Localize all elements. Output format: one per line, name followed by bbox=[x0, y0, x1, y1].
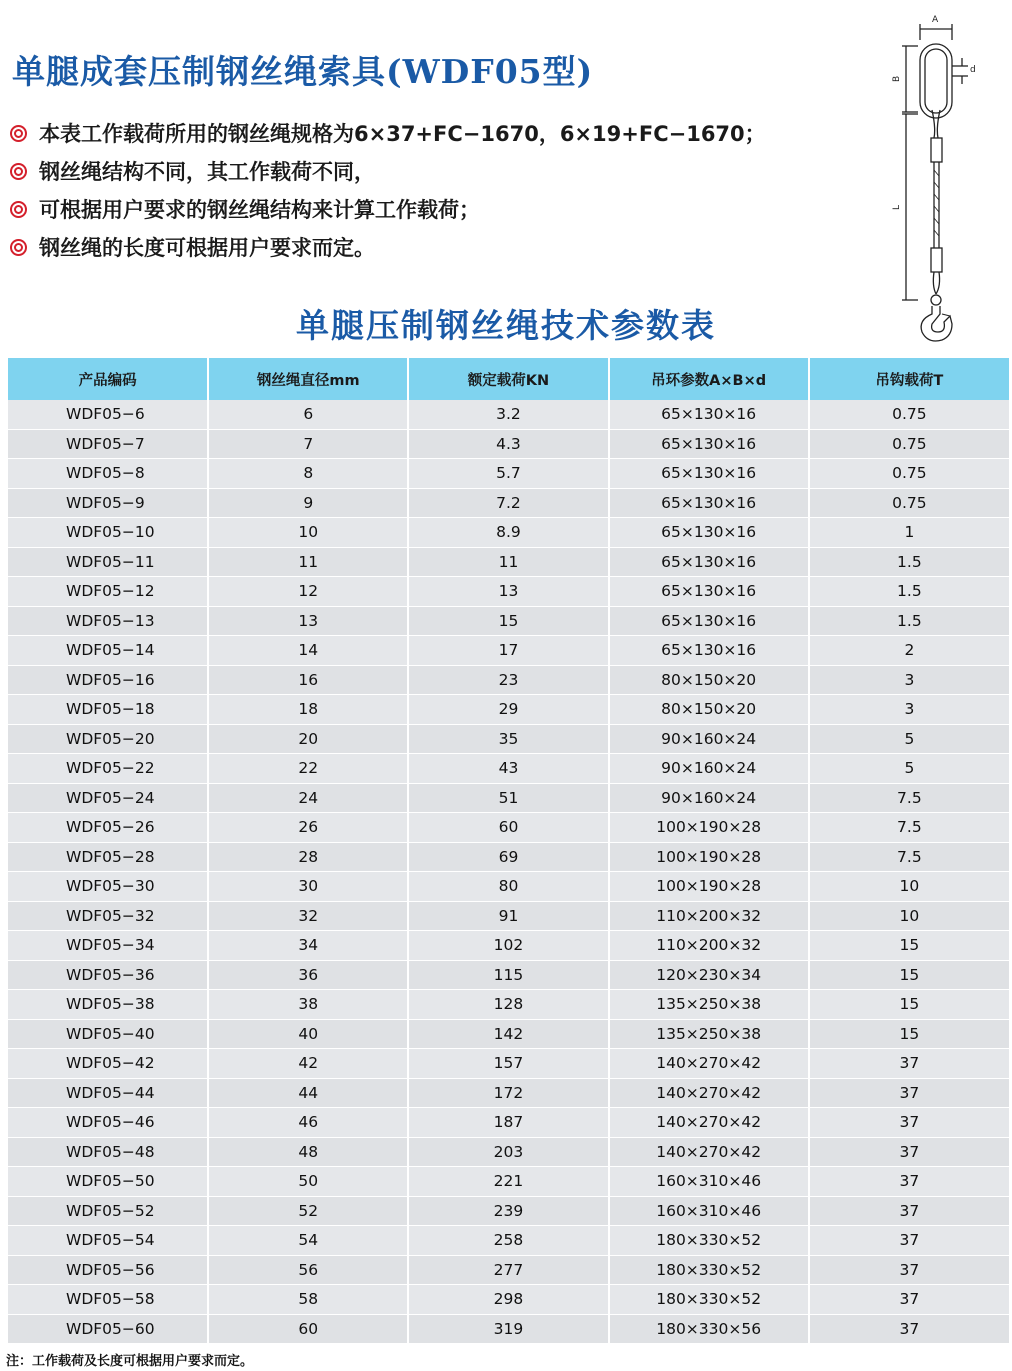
cell-rated-load: 7.2 bbox=[408, 488, 608, 518]
cell-product-code: WDF05−38 bbox=[8, 990, 208, 1020]
cell-product-code: WDF05−28 bbox=[8, 842, 208, 872]
cell-rated-load: 80 bbox=[408, 872, 608, 902]
cell-rated-load: 319 bbox=[408, 1314, 608, 1344]
page-title: 单腿成套压制钢丝绳索具(WDF05型) bbox=[12, 52, 594, 91]
cell-rope-diameter: 54 bbox=[208, 1226, 408, 1256]
cell-hook-load: 1.5 bbox=[809, 606, 1009, 636]
cell-rope-diameter: 48 bbox=[208, 1137, 408, 1167]
cell-hook-load: 37 bbox=[809, 1137, 1009, 1167]
note-item bbox=[8, 190, 766, 228]
cell-ring-params: 65×130×16 bbox=[609, 606, 809, 636]
table-row bbox=[8, 960, 1009, 990]
cell-hook-load: 37 bbox=[809, 1196, 1009, 1226]
cell-product-code: WDF05−36 bbox=[8, 960, 208, 990]
cell-product-code: WDF05−40 bbox=[8, 1019, 208, 1049]
cell-rope-diameter: 12 bbox=[208, 577, 408, 607]
cell-product-code: WDF05−13 bbox=[8, 606, 208, 636]
cell-rated-load: 187 bbox=[408, 1108, 608, 1138]
cell-hook-load: 37 bbox=[809, 1049, 1009, 1079]
cell-ring-params: 100×190×28 bbox=[609, 813, 809, 843]
table-row bbox=[8, 1108, 1009, 1138]
cell-ring-params: 140×270×42 bbox=[609, 1108, 809, 1138]
cell-hook-load: 15 bbox=[809, 931, 1009, 961]
table-row bbox=[8, 901, 1009, 931]
table-row bbox=[8, 636, 1009, 666]
cell-rope-diameter: 11 bbox=[208, 547, 408, 577]
ferrule-bottom bbox=[931, 248, 942, 272]
dimension-label-a: A bbox=[932, 15, 939, 25]
table-row bbox=[8, 577, 1009, 607]
cell-hook-load: 5 bbox=[809, 724, 1009, 754]
cell-product-code: WDF05−12 bbox=[8, 577, 208, 607]
cell-rated-load: 221 bbox=[408, 1167, 608, 1197]
cell-rope-diameter: 28 bbox=[208, 842, 408, 872]
cell-rated-load: 17 bbox=[408, 636, 608, 666]
cell-ring-params: 180×330×52 bbox=[609, 1226, 809, 1256]
cell-rated-load: 60 bbox=[408, 813, 608, 843]
table-row bbox=[8, 872, 1009, 902]
cell-ring-params: 100×190×28 bbox=[609, 842, 809, 872]
cell-ring-params: 120×230×34 bbox=[609, 960, 809, 990]
cell-rope-diameter: 56 bbox=[208, 1255, 408, 1285]
cell-product-code: WDF05−48 bbox=[8, 1137, 208, 1167]
cell-hook-load: 15 bbox=[809, 990, 1009, 1020]
cell-product-code: WDF05−56 bbox=[8, 1255, 208, 1285]
cell-rated-load: 8.9 bbox=[408, 518, 608, 548]
cell-hook-load: 15 bbox=[809, 960, 1009, 990]
cell-rope-diameter: 32 bbox=[208, 901, 408, 931]
cell-rope-diameter: 8 bbox=[208, 459, 408, 489]
cell-rope-diameter: 58 bbox=[208, 1285, 408, 1315]
table-row bbox=[8, 665, 1009, 695]
cell-rope-diameter: 30 bbox=[208, 872, 408, 902]
cell-hook-load: 37 bbox=[809, 1167, 1009, 1197]
cell-product-code: WDF05−20 bbox=[8, 724, 208, 754]
table-row bbox=[8, 813, 1009, 843]
cell-product-code: WDF05−18 bbox=[8, 695, 208, 725]
cell-product-code: WDF05−6 bbox=[8, 400, 208, 429]
cell-rated-load: 35 bbox=[408, 724, 608, 754]
cell-hook-load: 0.75 bbox=[809, 459, 1009, 489]
table-row bbox=[8, 1314, 1009, 1344]
table-row bbox=[8, 1196, 1009, 1226]
cell-ring-params: 65×130×16 bbox=[609, 518, 809, 548]
header-hook-load: 吊钩载荷T bbox=[809, 358, 1009, 400]
table-row bbox=[8, 783, 1009, 813]
cell-rated-load: 69 bbox=[408, 842, 608, 872]
cell-ring-params: 180×330×56 bbox=[609, 1314, 809, 1344]
cell-ring-params: 90×160×24 bbox=[609, 724, 809, 754]
cell-rated-load: 258 bbox=[408, 1226, 608, 1256]
cell-ring-params: 180×330×52 bbox=[609, 1285, 809, 1315]
cell-ring-params: 140×270×42 bbox=[609, 1049, 809, 1079]
cell-hook-load: 1.5 bbox=[809, 547, 1009, 577]
cell-hook-load: 37 bbox=[809, 1078, 1009, 1108]
table-row bbox=[8, 1137, 1009, 1167]
cell-ring-params: 160×310×46 bbox=[609, 1167, 809, 1197]
cell-hook-load: 7.5 bbox=[809, 783, 1009, 813]
cell-rope-diameter: 46 bbox=[208, 1108, 408, 1138]
cell-hook-load: 5 bbox=[809, 754, 1009, 784]
cell-product-code: WDF05−42 bbox=[8, 1049, 208, 1079]
cell-hook-load: 0.75 bbox=[809, 429, 1009, 459]
ferrule-top bbox=[931, 138, 942, 162]
cell-product-code: WDF05−24 bbox=[8, 783, 208, 813]
cell-hook-load: 37 bbox=[809, 1314, 1009, 1344]
cell-ring-params: 65×130×16 bbox=[609, 429, 809, 459]
cell-rated-load: 15 bbox=[408, 606, 608, 636]
cell-ring-params: 65×130×16 bbox=[609, 488, 809, 518]
table-row bbox=[8, 1167, 1009, 1197]
cell-rope-diameter: 52 bbox=[208, 1196, 408, 1226]
cell-rope-diameter: 7 bbox=[208, 429, 408, 459]
note-text: 可根据用户要求的钢丝绳结构来计算工作载荷； bbox=[39, 198, 480, 222]
cell-rope-diameter: 34 bbox=[208, 931, 408, 961]
cell-ring-params: 180×330×52 bbox=[609, 1255, 809, 1285]
note-item bbox=[8, 152, 766, 190]
cell-hook-load: 3 bbox=[809, 665, 1009, 695]
footnote: 注：工作载荷及长度可根据用户要求而定。 bbox=[6, 1354, 254, 1369]
cell-hook-load: 1 bbox=[809, 518, 1009, 548]
cell-product-code: WDF05−32 bbox=[8, 901, 208, 931]
table-row bbox=[8, 547, 1009, 577]
table-header-row bbox=[8, 358, 1009, 400]
table-row bbox=[8, 724, 1009, 754]
cell-product-code: WDF05−50 bbox=[8, 1167, 208, 1197]
note-item bbox=[8, 228, 766, 266]
cell-product-code: WDF05−7 bbox=[8, 429, 208, 459]
table-title: 单腿压制钢丝绳技术参数表 bbox=[296, 306, 716, 345]
cell-product-code: WDF05−10 bbox=[8, 518, 208, 548]
cell-ring-params: 65×130×16 bbox=[609, 400, 809, 429]
cell-ring-params: 100×190×28 bbox=[609, 872, 809, 902]
cell-hook-load: 10 bbox=[809, 872, 1009, 902]
cell-rated-load: 128 bbox=[408, 990, 608, 1020]
cell-ring-params: 90×160×24 bbox=[609, 754, 809, 784]
cell-rope-diameter: 9 bbox=[208, 488, 408, 518]
cell-product-code: WDF05−34 bbox=[8, 931, 208, 961]
cell-ring-params: 135×250×38 bbox=[609, 1019, 809, 1049]
cell-ring-params: 110×200×32 bbox=[609, 931, 809, 961]
cell-rope-diameter: 60 bbox=[208, 1314, 408, 1344]
cell-product-code: WDF05−46 bbox=[8, 1108, 208, 1138]
cell-hook-load: 15 bbox=[809, 1019, 1009, 1049]
cell-rope-diameter: 22 bbox=[208, 754, 408, 784]
cell-hook-load: 3 bbox=[809, 695, 1009, 725]
cell-rope-diameter: 13 bbox=[208, 606, 408, 636]
header-ring-params: 吊环参数A×B×d bbox=[609, 358, 809, 400]
cell-hook-load: 37 bbox=[809, 1285, 1009, 1315]
cell-ring-params: 65×130×16 bbox=[609, 547, 809, 577]
cell-ring-params: 140×270×42 bbox=[609, 1078, 809, 1108]
cell-hook-load: 2 bbox=[809, 636, 1009, 666]
cell-rated-load: 23 bbox=[408, 665, 608, 695]
cell-hook-load: 10 bbox=[809, 901, 1009, 931]
dimension-label-l: L bbox=[892, 204, 902, 210]
cell-rope-diameter: 40 bbox=[208, 1019, 408, 1049]
cell-rated-load: 277 bbox=[408, 1255, 608, 1285]
cell-hook-load: 1.5 bbox=[809, 577, 1009, 607]
table-row bbox=[8, 1226, 1009, 1256]
cell-product-code: WDF05−54 bbox=[8, 1226, 208, 1256]
cell-rated-load: 115 bbox=[408, 960, 608, 990]
header-product-code: 产品编码 bbox=[8, 358, 208, 400]
table-row bbox=[8, 1049, 1009, 1079]
cell-ring-params: 65×130×16 bbox=[609, 459, 809, 489]
cell-rated-load: 157 bbox=[408, 1049, 608, 1079]
cell-product-code: WDF05−8 bbox=[8, 459, 208, 489]
cell-ring-params: 90×160×24 bbox=[609, 783, 809, 813]
cell-rope-diameter: 20 bbox=[208, 724, 408, 754]
cell-ring-params: 110×200×32 bbox=[609, 901, 809, 931]
cell-rated-load: 13 bbox=[408, 577, 608, 607]
cell-product-code: WDF05−26 bbox=[8, 813, 208, 843]
master-link-inner bbox=[925, 49, 947, 113]
table-row bbox=[8, 459, 1009, 489]
dimension-label-b: B bbox=[892, 75, 902, 82]
cell-product-code: WDF05−14 bbox=[8, 636, 208, 666]
cell-rated-load: 43 bbox=[408, 754, 608, 784]
table-row bbox=[8, 1078, 1009, 1108]
table-row bbox=[8, 842, 1009, 872]
header-rated-load: 额定载荷KN bbox=[408, 358, 608, 400]
table-row bbox=[8, 754, 1009, 784]
cell-rope-diameter: 44 bbox=[208, 1078, 408, 1108]
note-item bbox=[8, 114, 766, 152]
cell-rated-load: 51 bbox=[408, 783, 608, 813]
cell-hook-load: 37 bbox=[809, 1226, 1009, 1256]
cell-hook-load: 7.5 bbox=[809, 842, 1009, 872]
cell-rated-load: 298 bbox=[408, 1285, 608, 1315]
cell-ring-params: 65×130×16 bbox=[609, 636, 809, 666]
note-text: 钢丝绳的长度可根据用户要求而定。 bbox=[39, 236, 375, 260]
cell-product-code: WDF05−22 bbox=[8, 754, 208, 784]
table-row bbox=[8, 931, 1009, 961]
cell-product-code: WDF05−9 bbox=[8, 488, 208, 518]
cell-product-code: WDF05−58 bbox=[8, 1285, 208, 1315]
dimension-label-d: d bbox=[970, 65, 976, 75]
table-row bbox=[8, 429, 1009, 459]
cell-rope-diameter: 14 bbox=[208, 636, 408, 666]
cell-product-code: WDF05−44 bbox=[8, 1078, 208, 1108]
cell-hook-load: 0.75 bbox=[809, 488, 1009, 518]
cell-hook-load: 37 bbox=[809, 1108, 1009, 1138]
cell-ring-params: 160×310×46 bbox=[609, 1196, 809, 1226]
double-circle-bullet-icon bbox=[10, 163, 27, 180]
cell-rated-load: 29 bbox=[408, 695, 608, 725]
cell-ring-params: 135×250×38 bbox=[609, 990, 809, 1020]
table-row bbox=[8, 1255, 1009, 1285]
cell-rope-diameter: 10 bbox=[208, 518, 408, 548]
cell-rope-diameter: 16 bbox=[208, 665, 408, 695]
notes-list bbox=[8, 114, 766, 266]
table-row bbox=[8, 990, 1009, 1020]
cell-hook-load: 0.75 bbox=[809, 400, 1009, 429]
cell-rated-load: 203 bbox=[408, 1137, 608, 1167]
table-row bbox=[8, 518, 1009, 548]
cell-product-code: WDF05−52 bbox=[8, 1196, 208, 1226]
cell-rated-load: 91 bbox=[408, 901, 608, 931]
sling-diagram bbox=[872, 10, 982, 350]
cell-hook-load: 37 bbox=[809, 1255, 1009, 1285]
double-circle-bullet-icon bbox=[10, 125, 27, 142]
cell-rated-load: 11 bbox=[408, 547, 608, 577]
cell-rope-diameter: 6 bbox=[208, 400, 408, 429]
table-body bbox=[8, 400, 1009, 1344]
cell-ring-params: 65×130×16 bbox=[609, 577, 809, 607]
cell-product-code: WDF05−11 bbox=[8, 547, 208, 577]
cell-rated-load: 239 bbox=[408, 1196, 608, 1226]
cell-rope-diameter: 42 bbox=[208, 1049, 408, 1079]
header-rope-diameter: 钢丝绳直径mm bbox=[208, 358, 408, 400]
cell-rated-load: 4.3 bbox=[408, 429, 608, 459]
cell-hook-load: 7.5 bbox=[809, 813, 1009, 843]
cell-ring-params: 80×150×20 bbox=[609, 695, 809, 725]
table-row bbox=[8, 1019, 1009, 1049]
cell-ring-params: 80×150×20 bbox=[609, 665, 809, 695]
cell-rope-diameter: 38 bbox=[208, 990, 408, 1020]
table-row bbox=[8, 695, 1009, 725]
cell-rope-diameter: 26 bbox=[208, 813, 408, 843]
cell-ring-params: 140×270×42 bbox=[609, 1137, 809, 1167]
rope-eye bbox=[932, 110, 940, 138]
table-row bbox=[8, 488, 1009, 518]
double-circle-bullet-icon bbox=[10, 239, 27, 256]
note-text: 本表工作载荷所用的钢丝绳规格为6×37+FC−1670，6×19+FC−1670； bbox=[39, 122, 766, 146]
cell-rope-diameter: 36 bbox=[208, 960, 408, 990]
cell-rated-load: 102 bbox=[408, 931, 608, 961]
cell-product-code: WDF05−60 bbox=[8, 1314, 208, 1344]
cell-product-code: WDF05−30 bbox=[8, 872, 208, 902]
table-row bbox=[8, 606, 1009, 636]
cell-rope-diameter: 24 bbox=[208, 783, 408, 813]
cell-rated-load: 3.2 bbox=[408, 400, 608, 429]
double-circle-bullet-icon bbox=[10, 201, 27, 218]
note-text: 钢丝绳结构不同，其工作载荷不同， bbox=[39, 160, 375, 184]
cell-rated-load: 142 bbox=[408, 1019, 608, 1049]
cell-rope-diameter: 18 bbox=[208, 695, 408, 725]
table-row bbox=[8, 1285, 1009, 1315]
table-row bbox=[8, 400, 1009, 429]
cell-rope-diameter: 50 bbox=[208, 1167, 408, 1197]
spec-table bbox=[8, 358, 1009, 1344]
cell-rated-load: 172 bbox=[408, 1078, 608, 1108]
cell-product-code: WDF05−16 bbox=[8, 665, 208, 695]
cell-rated-load: 5.7 bbox=[408, 459, 608, 489]
